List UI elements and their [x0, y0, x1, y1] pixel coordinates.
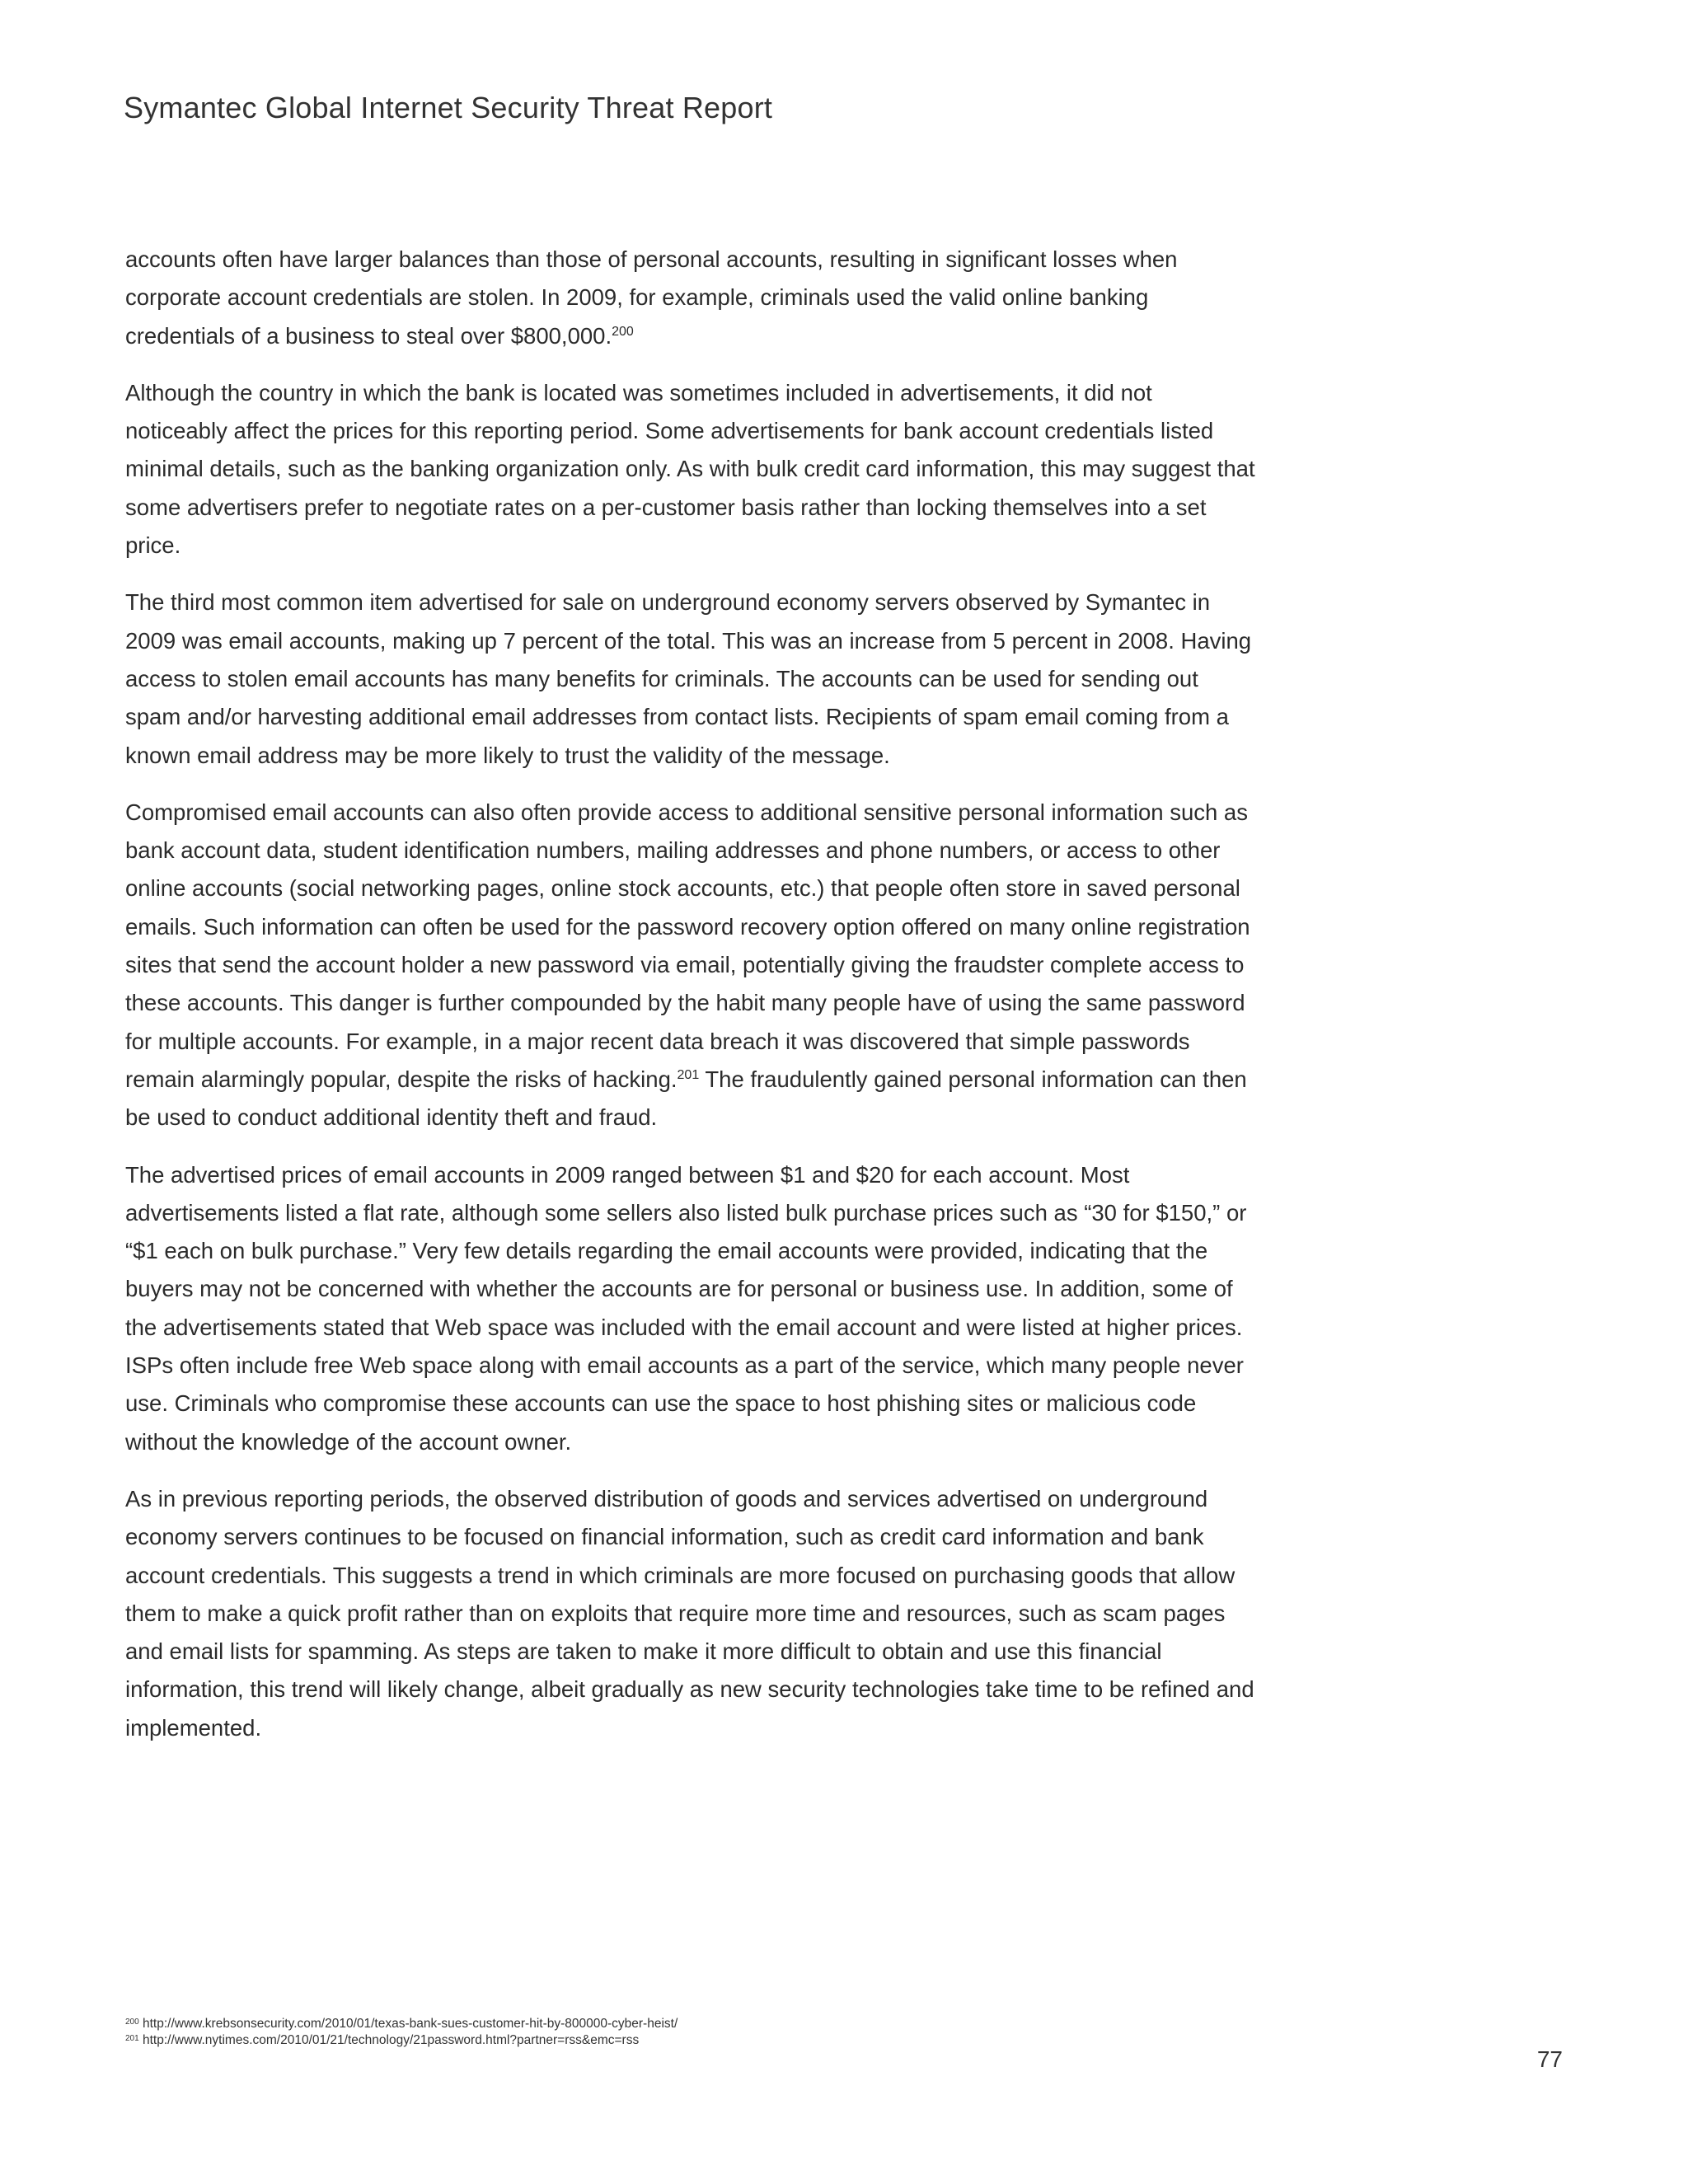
footnote-url: http://www.krebsonsecurity.com/2010/01/texas-bank-sues-customer-hit-by-800000-cyber-heist/ [138, 2017, 678, 2031]
body-text [125, 241, 1259, 1766]
paragraph-2: Although the country in which the bank is located was sometimes included in advertisements, it did not noticeably affect the prices for this reporting period. Some advertisements for bank account credentials listed minimal details, such as the banking organization only. As with bulk credit card information, this may suggest that some advertisers prefer to negotiate rates on a per-customer basis rather than locking themselves into a set price. [125, 379, 1255, 559]
footnote-url: http://www.nytimes.com/2010/01/21/technology/21password.html?partner=rss&emc=rss [138, 2033, 640, 2047]
paragraph-4-tail: The fraudulently gained personal information can then be used to conduct additional identity theft and fraud. [125, 1066, 1247, 1131]
footnote-number: 200 [125, 2018, 139, 2027]
paragraph-4 [125, 794, 1259, 1137]
footnotes [125, 2016, 678, 2049]
paragraph-4-text: Compromised email accounts can also often provide access to additional sensitive personal information such as bank account data, student identification numbers, mailing addresses and phone numbers, or access to other online accounts (social networking pages, online stock accounts, etc.) that people often store in saved personal emails. Such information can often be used for the password recovery option offered on many online registration sites that send the account holder a new password via email, potentially giving the fraudster complete access to these accounts. This danger is further compounded by the habit many people have of using the same password for multiple accounts. For example, in a major recent data breach it was discovered that simple passwords remain alarmingly popular, despite the risks of hacking. [125, 799, 1250, 1092]
footnote-number: 201 [125, 2034, 139, 2043]
paragraph-1 [125, 241, 1259, 355]
footnote-200 [125, 2016, 678, 2032]
paragraph-1-text: accounts often have larger balances than those of personal accounts, resulting in significant losses when corporate account credentials are stolen. In 2009, for example, criminals used the valid online banking credentials of a business to steal over $800,000. [125, 246, 1178, 349]
report-title: Symantec Global Internet Security Threat Report [124, 91, 773, 124]
footnote-201 [125, 2032, 678, 2049]
page-number: 77 [1536, 2046, 1563, 2072]
footnote-ref-201: 201 [677, 1067, 700, 1082]
paragraph-6: As in previous reporting periods, the observed distribution of goods and services advertised on underground economy servers continues to be focused on financial information, such as credit card information and bank account credentials. This suggests a trend in which criminals are more focused on purchasing goods that allow them to make a quick profit rather than on exploits that require more time and resources, such as scam pages and email lists for spamming. As steps are taken to make it more difficult to obtain and use this financial information, this trend will likely change, albeit gradually as new security technologies take time to be refined and implemented. [125, 1485, 1254, 1741]
footnote-ref-200: 200 [612, 324, 634, 339]
paragraph-5: The advertised prices of email accounts in 2009 ranged between $1 and $20 for each account. Most advertisements listed a flat rate, although some sellers also listed bulk purchase prices such as “30 for $150,” or “$1 each on bulk purchase.” Very few details regarding the email accounts were provided, indicating that the buyers may not be concerned with whether the accounts are for personal or business use. In addition, some of the advertisements stated that Web space was included with the email account and were listed at higher prices. ISPs often include free Web space along with email accounts as a part of the service, which many people never use. Criminals who compromise these accounts can use the space to host phishing sites or malicious code without the knowledge of the account owner. [125, 1161, 1247, 1455]
paragraph-3: The third most common item advertised for sale on underground economy servers observed by Symantec in 2009 was email accounts, making up 7 percent of the total. This was an increase from 5 percent in 2008. Having access to stolen email accounts has many benefits for criminals. The accounts can be used for sending out spam and/or harvesting additional email addresses from contact lists. Recipients of spam email coming from a known email address may be more likely to trust the validity of the message. [125, 589, 1252, 768]
